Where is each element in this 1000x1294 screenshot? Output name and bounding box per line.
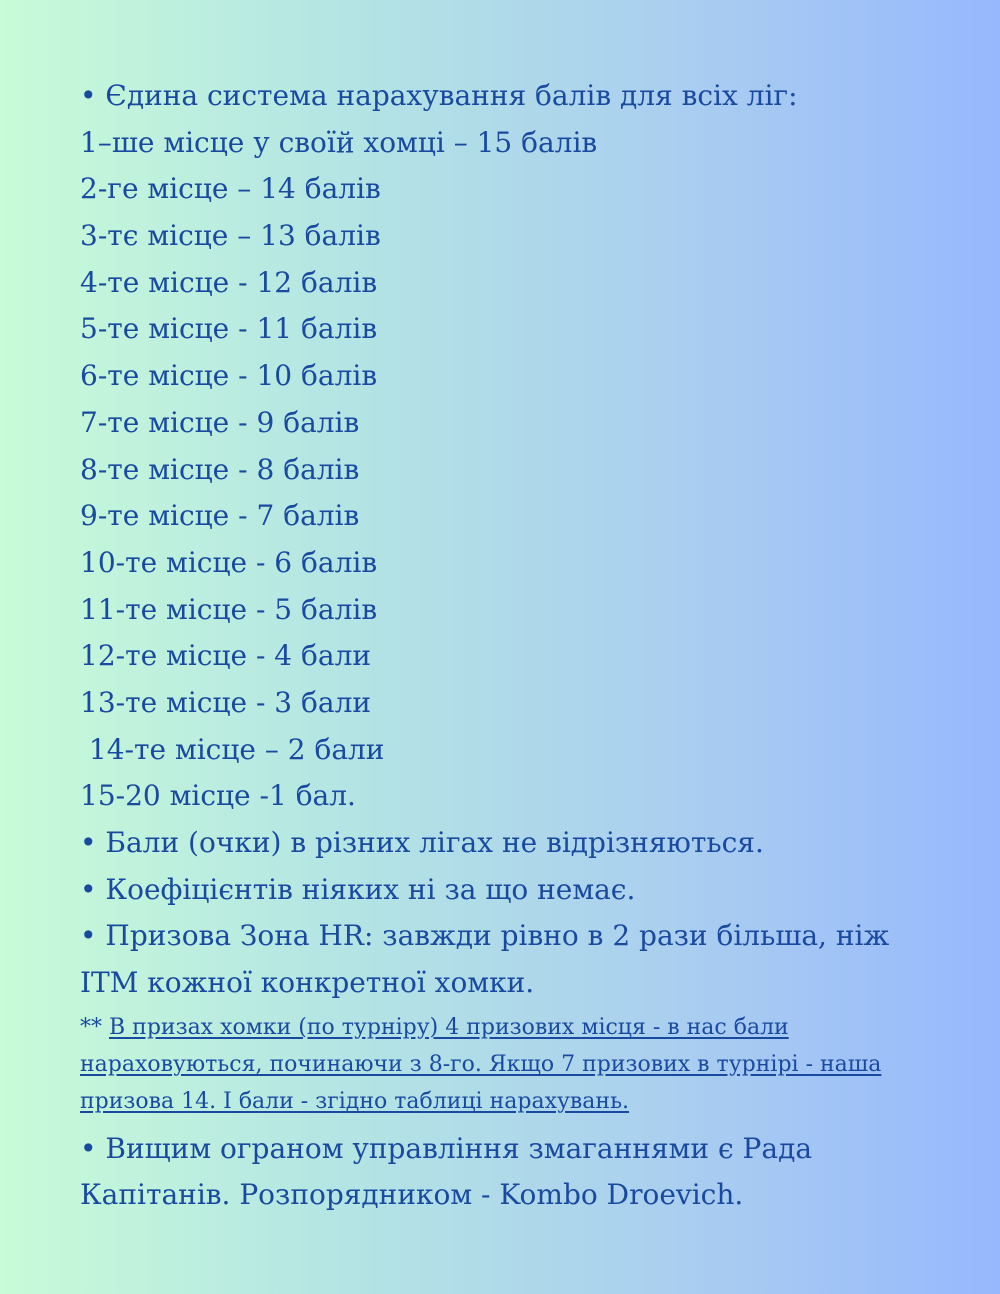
leagues-bullet: • Бали (очки) в різних лігах не відрізняються. — [80, 826, 764, 859]
points-item: 5-те місце - 11 балів — [80, 312, 378, 346]
points-item: 14-те місце – 2 бали — [80, 732, 385, 766]
rules-content — [80, 73, 940, 1219]
council-bullet: • Вищим ограном управління змаганнями є Рада Капітанів. Розпорядником - Kombo Droevich. — [80, 1131, 813, 1212]
prize-note — [80, 1009, 920, 1120]
points-item: 2-ге місце – 14 балів — [80, 172, 381, 206]
points-item: 4-те місце - 12 балів — [80, 265, 378, 299]
scoring-heading: • Єдина система нарахування балів для всіх ліг: — [80, 79, 798, 112]
prize-note-link[interactable]: В призах хомки (по турніру) 4 призових місця - в нас бали нараховуються, починаючи з 8-го. Якщо 7 призових в турнірі - наша призова 14. І бали - згідно таблиці нарахувань. — [80, 1014, 882, 1114]
points-item: 10-те місце - 6 балів — [80, 545, 378, 579]
points-item: 8-те місце - 8 балів — [80, 452, 360, 486]
points-item: 9-те місце - 7 балів — [80, 499, 360, 533]
note-prefix: ** — [80, 1014, 109, 1040]
points-item: 12-те місце - 4 бали — [80, 639, 372, 673]
points-item: 13-те місце - 3 бали — [80, 685, 372, 719]
points-item: 6-те місце - 10 балів — [80, 359, 378, 393]
coefficients-bullet: • Коефіцієнтів ніяких ні за що немає. — [80, 872, 636, 906]
points-item: 11-те місце - 5 балів — [80, 592, 378, 626]
prize-zone-bullet: • Призова Зона HR: завжди рівно в 2 рази більша, ніж ITM кожної конкретної хомки. — [80, 919, 890, 1000]
points-item: 7-те місце - 9 балів — [80, 405, 360, 439]
points-item: 1–ше місце у своїй хомці – 15 балів — [80, 125, 598, 159]
points-list — [80, 120, 940, 820]
points-item: 15-20 місце -1 бал. — [80, 779, 356, 813]
points-item: 3-тє місце – 13 балів — [80, 219, 381, 253]
